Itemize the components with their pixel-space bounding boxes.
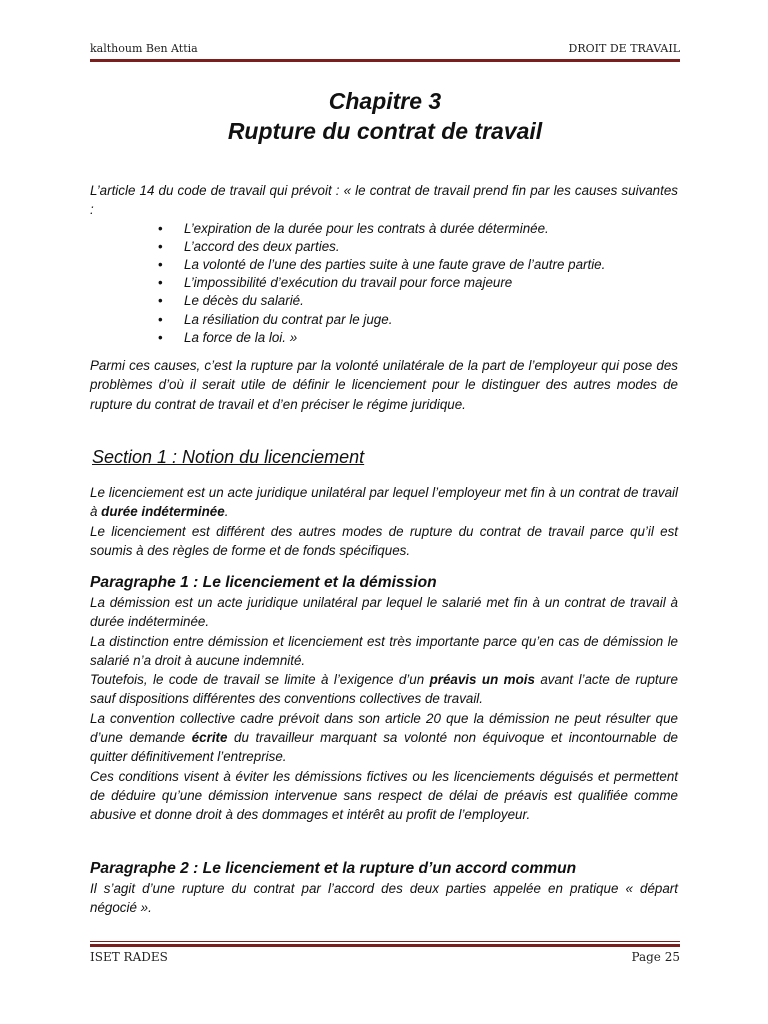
bullet-icon: •	[158, 311, 163, 327]
list-item: • La force de la loi. »	[90, 329, 678, 347]
header-author: kalthoum Ben Attia	[90, 42, 198, 55]
page-footer	[90, 950, 680, 966]
bullet-icon: •	[158, 329, 163, 345]
demission-distinction: La distinction entre démission et licenciement est très importante parce qu’en cas de démission le salarié n’a droit à aucune indemnité.	[90, 633, 678, 668]
list-item: • La volonté de l’une des parties suite à une faute grave de l’autre partie.	[90, 256, 678, 274]
chapter-name: Rupture du contrat de travail	[227, 118, 543, 144]
accord-commun-paragraph: Il s’agit d’une rupture du contrat par l’accord des deux parties appelée en pratique « départ négocié ».	[90, 881, 678, 916]
causes-commentary: Parmi ces causes, c’est la rupture par la volonté unilatérale de la part de l’employeur qui pose des problèmes d’où il serait utile de définir le licenciement pour le distinguer des autres modes de rupture du contrat de travail et d’en préciser le régime juridique.	[90, 358, 678, 412]
page-number: Page 25	[631, 950, 680, 964]
bullet-icon: •	[158, 257, 163, 272]
paragraphe2-block	[90, 858, 678, 918]
paragraphe1-heading: Paragraphe 1 : Le licenciement et la démission	[90, 574, 437, 591]
bullet-icon: •	[158, 238, 163, 254]
footer-rule-thick	[90, 944, 680, 947]
list-item: • L’expiration de la durée pour les contrats à durée déterminée.	[90, 220, 678, 238]
footer-rule-thin	[90, 941, 680, 942]
preavis-paragraph: Toutefois, le code de travail se limite à l’exigence d’un préavis un mois avant l’acte de rupture sauf dispositions différentes des conventions collectives de travail.	[90, 672, 678, 707]
list-item: • Le décès du salarié.	[90, 292, 678, 310]
licenciement-difference: Le licenciement est différent des autres modes de rupture du contrat de travail parce qu’il est soumis à des règles de forme et de fonds spécifiques.	[90, 523, 678, 558]
header-subject: DROIT DE TRAVAIL	[568, 42, 680, 55]
page-header	[90, 42, 680, 58]
demission-definition: La démission est un acte juridique unilatéral par lequel le salarié met fin à un contrat de travail à durée indéterminée.	[90, 595, 678, 630]
section1-body	[90, 483, 678, 560]
chapter-title	[90, 86, 680, 146]
licenciement-definition: Le licenciement est un acte juridique unilatéral par lequel l’employeur met fin à un contrat de travail à durée indéterminée.	[90, 485, 678, 520]
list-item: • L’impossibilité d’exécution du travail pour force majeure	[90, 274, 678, 292]
bullet-icon: •	[158, 293, 163, 309]
intro-block	[90, 181, 678, 414]
paragraphe1-block	[90, 572, 678, 825]
paragraphe2-heading: Paragraphe 2 : Le licenciement et la rupture d’un accord commun	[90, 860, 577, 877]
bullet-icon: •	[158, 275, 163, 291]
bullet-icon: •	[158, 220, 163, 236]
footer-institution: ISET RADES	[90, 950, 168, 964]
list-item: • La résiliation du contrat par le juge.	[90, 311, 678, 329]
list-item: • L’accord des deux parties.	[90, 238, 678, 256]
chapter-number: Chapitre 3	[328, 88, 442, 114]
section-heading: Section 1 : Notion du licenciement	[92, 447, 365, 467]
conditions-paragraph: Ces conditions visent à éviter les démissions fictives ou les licenciements déguisés et permettent de déduire qu’une démission intervenue sans respect de délai de préavis est qualifiée comme abusive et donne droit à des dommages et intérêt au profit de l’employeur.	[90, 768, 678, 823]
header-rule	[90, 59, 680, 62]
convention-paragraph: La convention collective cadre prévoit dans son article 20 que la démission ne peut résulter que d’une demande écrite du travailleur marquant sa volonté non équivoque et incontournable de quitter définitivement l’entreprise.	[90, 710, 678, 765]
causes-list	[90, 220, 678, 347]
intro-paragraph: L’article 14 du code de travail qui prévoit : « le contrat de travail prend fin par les causes suivantes :	[90, 183, 678, 218]
